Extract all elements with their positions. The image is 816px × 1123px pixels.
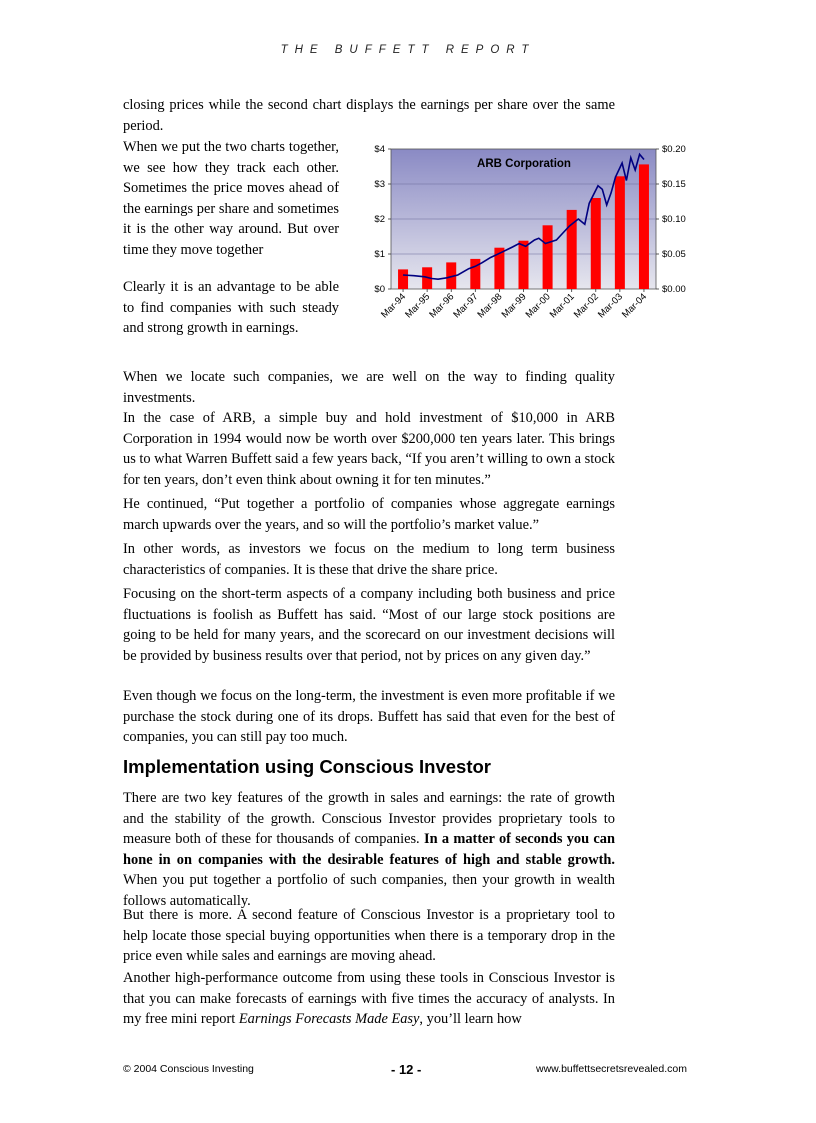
x-tick-label: Mar-98: [475, 291, 505, 321]
page-number: - 12 -: [391, 1062, 422, 1077]
paragraph-long-term: Even though we focus on the long-term, the investment is even more profitable if we purchase the stock during one of its drops. Buffett has said that even for the best of companies, you can still pay too much.: [123, 688, 615, 745]
paragraph-continued: He continued, “Put together a portfolio of companies whose aggregate earnings march upwards over the years, and so will the portfolio’s market value.”: [123, 496, 615, 533]
paragraph-features: [123, 788, 615, 911]
eps-bar: [615, 176, 625, 289]
left-tick-label: $3: [374, 179, 385, 190]
eps-bar: [519, 241, 529, 289]
paragraph-track: When we put the two charts together, we see how they track each other. Sometimes the price moves ahead of the earnings per share and sometimes it is the other way around. But over time they move together: [123, 139, 339, 258]
arb-chart: [346, 138, 698, 358]
x-tick-label: Mar-04: [620, 291, 650, 321]
running-header: THE BUFFETT REPORT: [280, 44, 536, 56]
eps-bar: [639, 164, 649, 289]
x-tick-label: Mar-94: [379, 291, 409, 321]
left-tick-label: $4: [374, 144, 385, 155]
forecasts-text-1: Another high-performance outcome from using these tools in Conscious Investor is that you can make forecasts of earnings with five times the accuracy of analysts. In my free mini report: [123, 970, 615, 1027]
right-tick-label: $0.10: [662, 214, 686, 225]
x-tick-label: Mar-02: [571, 291, 601, 321]
x-tick-label: Mar-96: [427, 291, 457, 321]
x-tick-label: Mar-99: [499, 291, 529, 321]
paragraph-intro: closing prices while the second chart displays the earnings per share over the same period.: [123, 97, 615, 134]
paragraph-more: But there is more. A second feature of Conscious Investor is a proprietary tool to help locate those special buying opportunities when there is a temporary drop in the price even while sales and earnings are moving ahead.: [123, 907, 615, 964]
chart-title: ARB Corporation: [477, 158, 571, 170]
right-tick-label: $0.20: [662, 144, 686, 155]
left-tick-label: $2: [374, 214, 385, 225]
paragraph-advantage: Clearly it is an advantage to be able to find companies with such steady and strong growth in earnings.: [123, 279, 339, 336]
eps-bar: [398, 269, 408, 289]
paragraph-other-words: In other words, as investors we focus on the medium to long term business characteristics of companies. It is these that drive the share price.: [123, 541, 615, 578]
paragraph-arb-investment: In the case of ARB, a simple buy and hold investment of $10,000 in ARB Corporation in 1994 would now be worth over $200,000 ten years later. This brings us to what Warren Buffett said a few years back, “If you aren’t willing to own a stock for ten years, don’t even think about owning it for ten minutes.”: [123, 410, 615, 488]
left-tick-label: $1: [374, 249, 385, 260]
footer-copyright: © 2004 Conscious Investing: [123, 1063, 254, 1075]
left-tick-label: $0: [374, 284, 385, 295]
features-text-1: There are two key features of the growth in sales and earnings: the rate of growth and the stability of the growth. Conscious Investor provides proprietary tools to measure both of these for thousands of companies.: [123, 790, 615, 847]
features-text-2: When you put together a portfolio of such companies, then your growth in wealth follows automatically.: [123, 872, 615, 909]
report-title: Earnings Forecasts Made Easy: [238, 1011, 420, 1027]
paragraph-locate: When we locate such companies, we are well on the way to finding quality investments.: [123, 369, 615, 406]
eps-bar: [543, 225, 553, 289]
paragraph-forecasts: [123, 968, 615, 1030]
right-tick-label: $0.00: [662, 284, 686, 295]
right-tick-label: $0.05: [662, 249, 686, 260]
x-tick-label: Mar-97: [451, 291, 481, 321]
x-tick-label: Mar-00: [523, 291, 553, 321]
footer-url: www.buffettsecretsrevealed.com: [536, 1063, 687, 1075]
x-tick-label: Mar-03: [595, 291, 625, 321]
eps-bar: [591, 198, 601, 289]
forecasts-text-2: , you’ll learn how: [419, 1011, 522, 1027]
eps-bar: [470, 259, 480, 289]
x-tick-label: Mar-01: [547, 291, 577, 321]
right-tick-label: $0.15: [662, 179, 686, 190]
features-bold-text: In a matter of seconds you can hone in on companies with the desirable features of high and stable growth.: [123, 831, 615, 868]
x-tick-label: Mar-95: [403, 291, 433, 321]
paragraph-short-term: Focusing on the short-term aspects of a company including both business and price fluctuations is foolish as Buffett has said. “Most of our large stock positions are going to be held for many years, and the scorecard on our investment decisions will be provided by business results over that period, not by prices on any given day.”: [123, 586, 615, 664]
section-heading: Implementation using Conscious Investor: [123, 756, 491, 777]
